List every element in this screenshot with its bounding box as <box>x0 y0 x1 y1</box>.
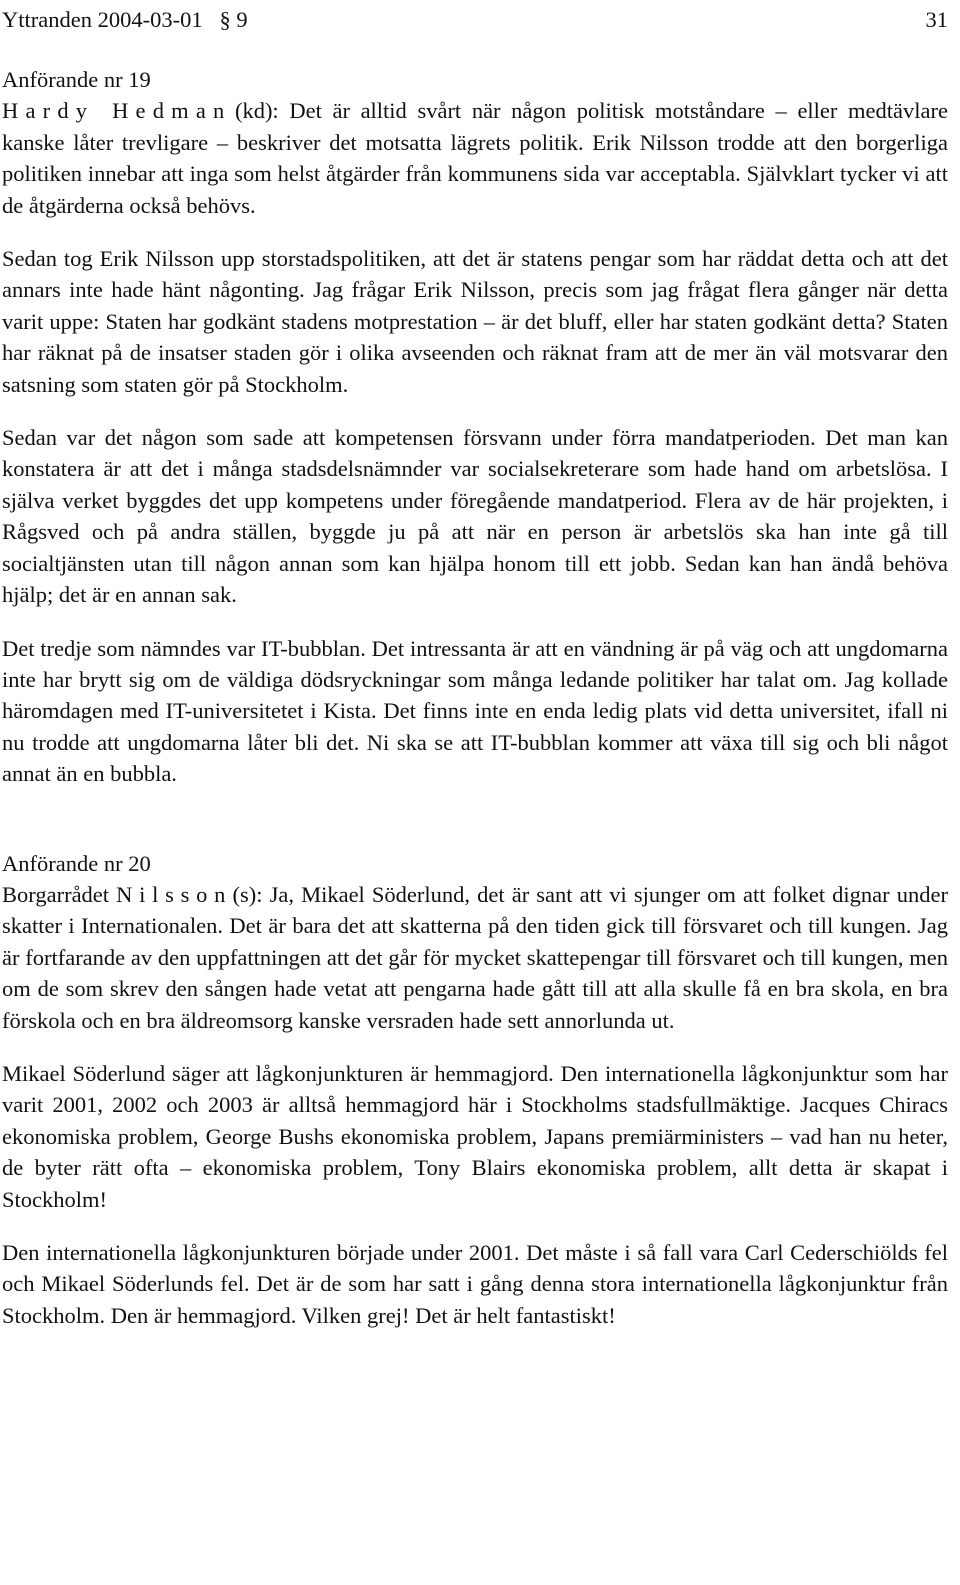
speaker-party: (s): <box>225 881 270 907</box>
header-title: Yttranden 2004-03-01 § 9 <box>2 7 248 32</box>
speech-20 <box>2 848 948 1332</box>
speech-paragraph <box>2 95 948 221</box>
speech-paragraph: Det tredje som nämndes var IT-bubblan. Det intressanta är att en vändning är på väg och att ungdomarna inte har brytt sig om de väldiga dödsryckningar som många ledande politiker har talat om. Jag kollade häromdagen med IT-universitetet i Kista. Det finns inte en enda ledig plats vid detta universitet, ifall ni nu trodde att ungdomarna låter bli det. Ni ska se att IT-bubblan kommer att växa till sig och bli något annat än en bubbla. <box>2 635 948 787</box>
paragraph-text: Ja, Mikael Söderlund, det är sant att vi sjunger om att folket dignar under skatter i Internationalen. Det är bara det att skatterna på den tiden gick till försvaret och till kungen. Jag är fortfarande av den uppfattningen att det går för mycket skattepengar till försvaret och till kungen, men om de som skrev den sången hade vetat att pengarna hade gått till att alla skulle få en bra skola, en bra förskola och en bra äldreomsorg kanske versraden hade sett annorlunda ut. <box>2 881 948 1033</box>
page-number: 31 <box>925 7 948 32</box>
speech-paragraph: Sedan var det någon som sade att kompetensen försvann under förra mandatperioden. Det man kan konstatera är att det i många stadsdelsnämnder var socialsekreterare som hade hand om arbetslösa. I själva verket byggdes det upp kompetens under föregående mandatperiod. Flera av de här projekten, i Rågsved och på andra ställen, byggde ju på att när en person är arbetslös ska han inte gå till socialtjänsten utan till någon annan som kan hjälpa honom till ett jobb. Sedan kan han ändå behöva hjälp; det är en annan sak. <box>2 425 948 608</box>
speech-paragraph: Sedan tog Erik Nilsson upp storstadspolitiken, att det är statens pengar som har räddat detta och att det annars inte hade hänt någonting. Jag frågar Erik Nilsson, precis som jag frågat flera gånger när detta varit uppe: Staten har godkänt stadens motprestation – är det bluff, eller har staten godkänt detta? Staten har räknat på de insatser staden gör i olika avseenden och räknat fram att de mer än väl motsvarar den satsning som staten gör på Stockholm. <box>2 246 948 397</box>
speech-19 <box>2 64 948 790</box>
speaker-name: Hardy Hedman <box>2 98 232 124</box>
speaker-name: Nilsson <box>116 881 233 907</box>
speech-paragraph: Mikael Söderlund säger att lågkonjunkturen är hemmagjord. Den internationella lågkonjunktur som har varit 2001, 2002 och 2003 är alltså hemmagjord här i Stockholms stadsfullmäktige. Jacques Chiracs ekonomiska problem, George Bushs ekonomiska problem, Japans premiärministers – vad han nu heter, de byter rätt ofta – ekonomiska problem, Tony Blairs ekonomiska problem, allt detta är skapat i Stockholm! <box>2 1060 948 1212</box>
speaker-title: Borgarrådet <box>2 881 117 907</box>
speech-paragraph <box>2 879 948 1036</box>
speech-heading: Anförande nr 19 <box>2 67 151 92</box>
speech-heading: Anförande nr 20 <box>2 850 151 876</box>
speech-paragraph: Den internationella lågkonjunkturen började under 2001. Det måste i så fall vara Carl Cederschiölds fel och Mikael Söderlunds fel. Det är de som har satt i gång denna stora internationella lågkonjunktur från Stockholm. Den är hemmagjord. Vilken grej! Det är helt fantastiskt! <box>2 1240 948 1328</box>
paragraph-text: Det är alltid svårt när någon politisk motståndare – eller medtävlare kanske låter trevligare – beskriver det motsatta lägrets politik. Erik Nilsson trodde att den borgerliga politiken innebar att inga som helst åtgärder från kommunens sida var acceptabla. Självklart tycker vi att de åtgärderna också behövs. <box>2 98 948 218</box>
speaker-party: (kd): <box>224 98 290 124</box>
page-header <box>2 0 948 40</box>
